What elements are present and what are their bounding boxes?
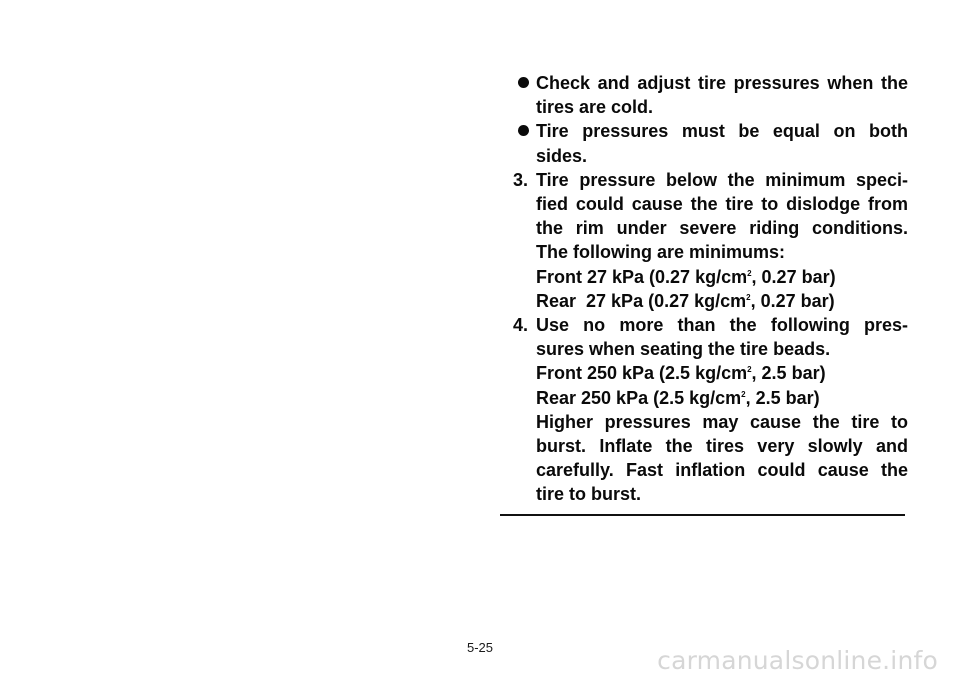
text-line: sures when seating the tire beads. — [536, 339, 831, 360]
bullet-text — [536, 119, 908, 167]
text-line: tires are cold. — [536, 97, 654, 118]
text-line: Higher pressures may cause the tire to — [536, 411, 908, 432]
bullet-dot-icon — [500, 119, 536, 136]
text-line: The following are minimums: — [536, 242, 786, 263]
caution-text-block — [500, 71, 908, 507]
pressure-spec-front: Front 250 kPa (2.5 $kg/cm^2$, 2.5 bar) — [536, 363, 826, 384]
text-line: tire to burst. — [536, 484, 642, 505]
bullet-dot-icon — [500, 71, 536, 88]
text-line: carefully. Fast inflation could cause the — [536, 460, 908, 481]
page-number: 5-25 — [466, 640, 494, 655]
watermark: carmanualsonline.info — [657, 646, 938, 675]
text-line: Tire pressures must be equal on both — [536, 121, 908, 142]
text-line: the rim under severe riding conditions. — [536, 218, 908, 239]
step-number: 4. — [512, 315, 528, 336]
text-line: fied could cause the tire to dislodge from — [536, 194, 908, 215]
text-line: Tire pressure below the minimum speci- — [536, 169, 908, 190]
pressure-spec-rear: Rear 27 kPa (0.27 $kg/cm^2$, 0.27 bar) — [536, 290, 835, 311]
step-text — [536, 313, 908, 507]
bullet-text — [536, 71, 908, 119]
pressure-spec-front: Front 27 kPa (0.27 $kg/cm^2$, 0.27 bar) — [536, 266, 836, 287]
step-item-seating-pressure — [500, 313, 908, 507]
pressure-spec-rear: Rear 250 kPa (2.5 $kg/cm^2$, 2.5 bar) — [536, 387, 820, 408]
section-end-rule — [500, 514, 905, 516]
step-number: 3. — [512, 169, 528, 190]
step-item-minimum-pressure — [500, 168, 908, 313]
text-line: burst. Inflate the tires very slowly and — [536, 436, 908, 457]
step-text — [536, 168, 908, 313]
bullet-item-cold-tires — [500, 71, 908, 119]
text-line: sides. — [536, 145, 588, 166]
bullet-item-equal-pressure — [500, 119, 908, 167]
text-line: Check and adjust tire pressures when the — [536, 73, 908, 93]
text-line: Use no more than the following pres- — [536, 315, 908, 336]
